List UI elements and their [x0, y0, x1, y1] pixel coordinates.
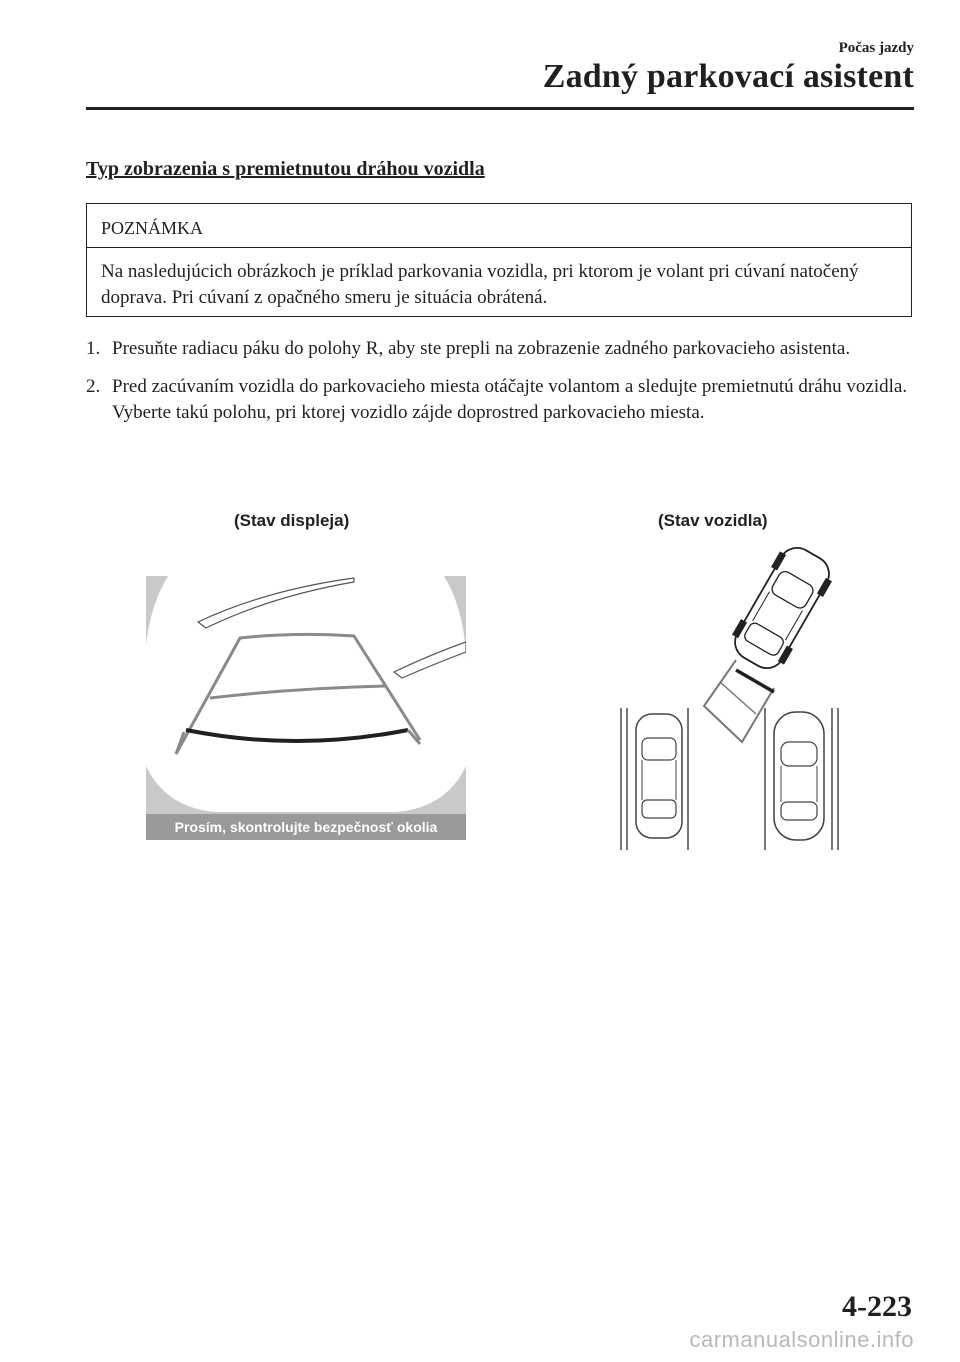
- step-number: 2.: [86, 376, 101, 397]
- step-item: [86, 336, 912, 362]
- display-label: (Stav displeja): [234, 511, 350, 530]
- step-number: 1.: [86, 338, 101, 359]
- display-warning-text: Prosím, skontrolujte bezpečnosť okolia: [174, 819, 438, 835]
- page-title: Zadný parkovací asistent: [542, 58, 914, 95]
- step-text: Pred zacúvaním vozidla do parkovacieho miesta otáčajte volantom a sledujte premietnutú dráhu vozidla. Vyberte takú polohu, pri ktorej vozidlo zájde doprostred parkovacieho miesta.: [112, 376, 908, 423]
- page-number: 4-223: [842, 1290, 912, 1323]
- steps-list: [86, 336, 912, 438]
- header-section: Počas jazdy: [838, 40, 914, 56]
- note-divider: [87, 247, 911, 248]
- note-title: POZNÁMKA: [101, 218, 204, 238]
- vehicle-figure: [596, 538, 856, 854]
- parked-car-right: [774, 712, 824, 840]
- note-box: [86, 203, 912, 317]
- step-item: [86, 374, 912, 426]
- subheading: Typ zobrazenia s premietnutou dráhou vozidla: [86, 158, 485, 180]
- vehicle-label: (Stav vozidla): [658, 511, 768, 530]
- display-figure: [146, 576, 466, 840]
- watermark: carmanualsonline.info: [689, 1327, 914, 1352]
- step-text: Presuňte radiacu páku do polohy R, aby ste prepli na zobrazenie zadného parkovacieho asistenta.: [112, 338, 851, 359]
- parked-car-left: [636, 714, 682, 838]
- header-rule: [86, 107, 914, 110]
- reversing-car: [725, 539, 839, 676]
- note-text: Na nasledujúcich obrázkoch je príklad parkovania vozidla, pri ktorom je volant pri cúvaní natočený doprava. Pri cúvaní z opačného smeru je situácia obrátená.: [101, 261, 859, 308]
